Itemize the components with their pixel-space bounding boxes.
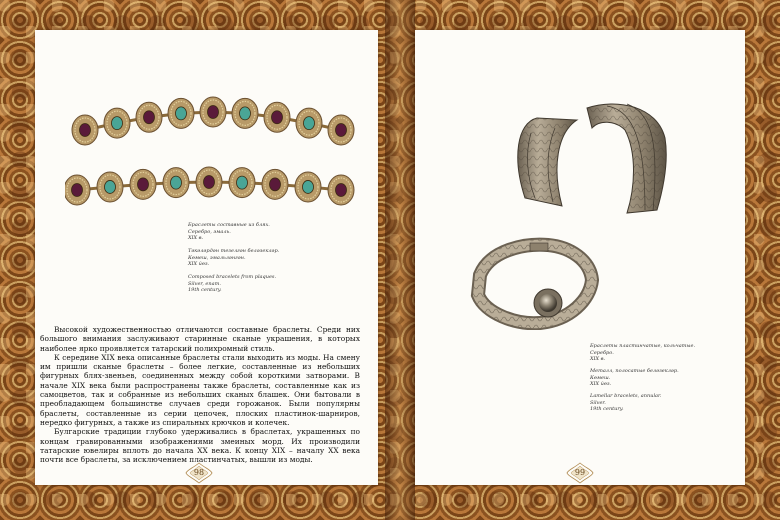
book-spine	[385, 0, 415, 520]
caption-line: XIX йөз.	[590, 381, 612, 387]
caption-english	[188, 274, 276, 294]
caption-line: Көмеш, эмальләнгән.	[188, 254, 246, 261]
upper-bracelet	[72, 97, 354, 145]
paragraph: Высокой художественностью отличаются составные браслеты. Среди них большого внимания заслуживают старинные сканые украшения, в которых наиболее ярко проявляется татарский полихромный стиль.	[40, 325, 360, 353]
clasp-bracelet-photo	[470, 235, 600, 330]
composite-bracelets-photo	[65, 90, 355, 220]
caption-russian	[590, 343, 695, 363]
caption-line: Silver.	[590, 399, 606, 406]
caption-line: Silver, enam.	[188, 280, 221, 287]
left-page	[35, 30, 378, 485]
plaque	[264, 102, 290, 132]
caption-line: Тәкәләрдән тезелгән беләзекләр.	[188, 248, 280, 254]
lower-bracelet	[65, 167, 354, 205]
plaque	[232, 98, 258, 128]
cuff-bracelets-photo	[507, 98, 672, 218]
caption-line: Браслеты пластинчатые, кольчатые.	[590, 343, 696, 349]
caption-russian	[188, 222, 270, 242]
plaque	[295, 172, 321, 202]
plaque	[72, 115, 98, 145]
page-number: 99	[574, 468, 586, 477]
plaque	[130, 169, 156, 199]
paragraph: К середине XIX века описанные браслеты стали выходить из моды. На смену им пришли сканые браслеты – более легкие, составленные из небольших фигурных блях-звеньев, соединенных между собой короткими затворами. В начале XIX века были распространены также браслеты, составленные как из самоцветов, так и собранные из небольших сканых блашек. Они бытовали в преобладающем большинстве случаев среди горожанок. Были популярны браслеты, составленные из серии цепочек, плоских пластинок-шарниров, нередко фигурных, а также из спиральных крючков и колечек.	[40, 352, 360, 427]
plaque	[296, 108, 322, 138]
caption-line: Көмеш.	[590, 374, 611, 381]
plaque	[168, 98, 194, 128]
caption-line: XIX в.	[188, 235, 204, 241]
plaque	[196, 167, 222, 197]
caption-line: Lamellar bracelets, annular.	[590, 393, 662, 399]
plaque	[328, 115, 354, 145]
caption-tatar	[188, 248, 279, 268]
plaque	[65, 175, 90, 205]
caption-line: Металл, полосатые беләзекләр.	[590, 368, 679, 374]
plaque	[163, 168, 189, 198]
right-cuff	[587, 104, 666, 213]
central-dome	[539, 294, 557, 312]
hinge-clasp	[530, 243, 548, 251]
plaque	[229, 168, 255, 198]
body-text	[40, 325, 360, 464]
paragraph: Булгарские традиции глубоко удерживались в браслетах, украшенных по концам гравированными изображениями змеиных морд. Их производили татарские ювелиры вплоть до начала XX века. К концу XIX – началу XX века почти все браслеты, за исключением пластинчатых, вышли из моды.	[40, 427, 360, 465]
left-cuff	[518, 118, 577, 206]
caption-line: Серебро, эмаль.	[188, 228, 231, 235]
caption-line: XIX в.	[590, 356, 606, 362]
caption-line: 19th century.	[188, 287, 222, 293]
caption-line: Браслеты составные из блях.	[188, 222, 270, 228]
plaque	[97, 172, 123, 202]
plaque	[200, 97, 226, 127]
caption-tatar	[590, 368, 679, 388]
plaque	[104, 108, 130, 138]
caption-english	[590, 393, 661, 413]
caption-line: XIX йөз.	[188, 261, 210, 267]
caption-line: Composed bracelets from plaques.	[188, 274, 277, 280]
right-page	[415, 30, 745, 485]
caption-line: 19th century.	[590, 406, 624, 412]
plaque	[136, 102, 162, 132]
plaque	[262, 169, 288, 199]
page-number: 98	[193, 468, 205, 477]
caption-line: Серебро.	[590, 349, 614, 356]
plaque	[328, 175, 354, 205]
